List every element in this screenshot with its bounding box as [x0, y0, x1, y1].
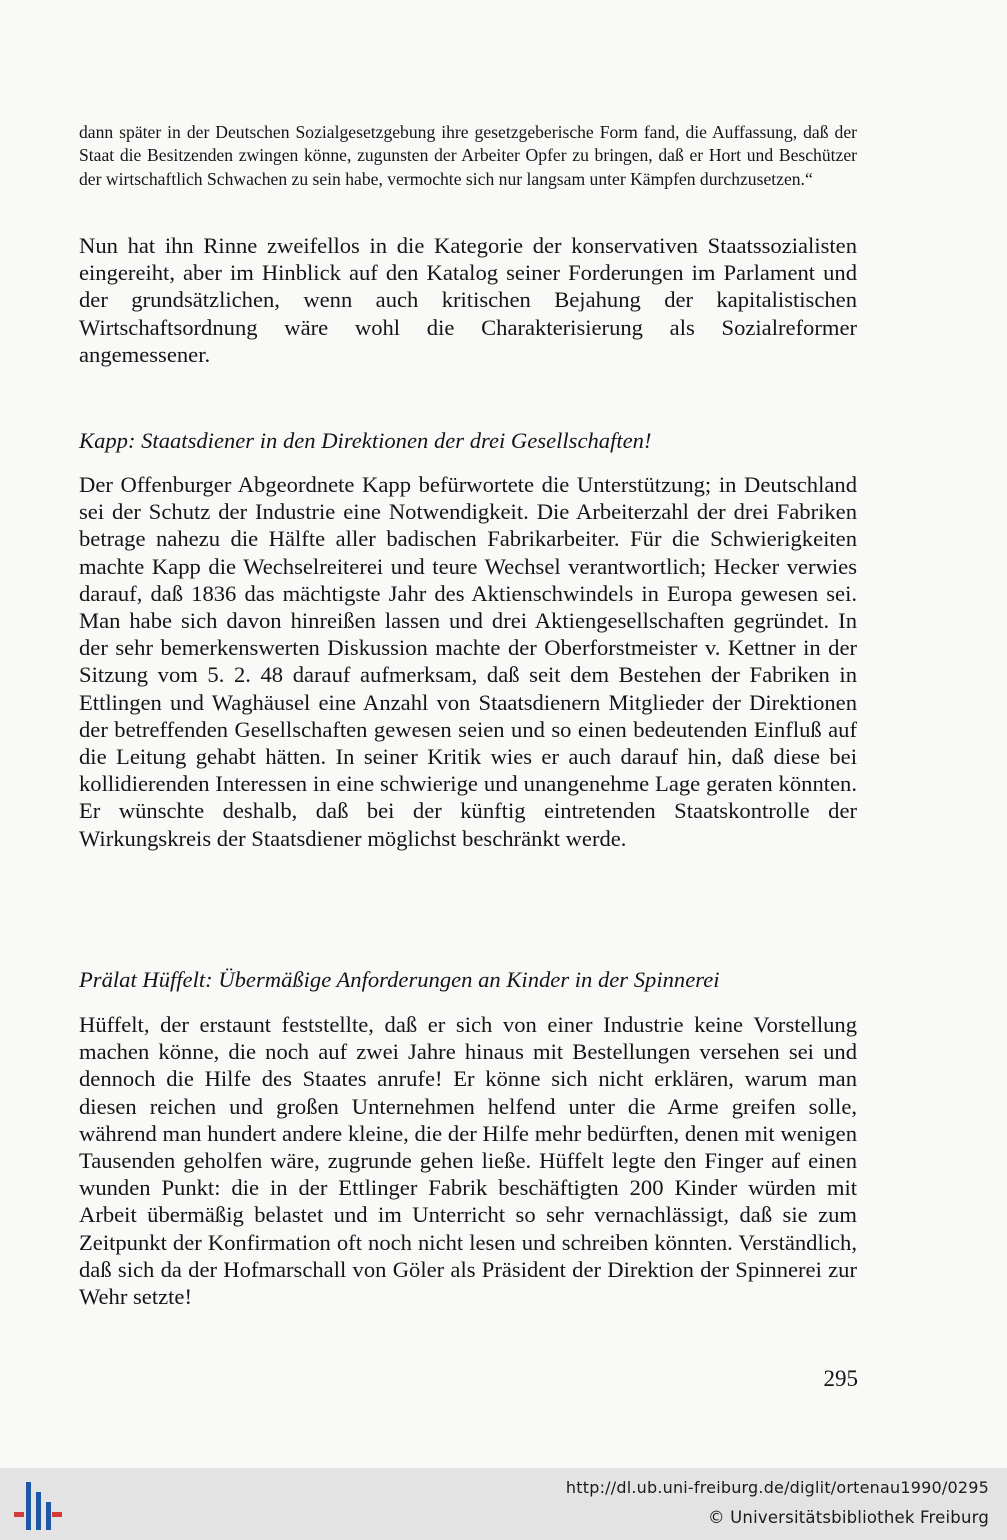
section-heading: Kapp: Staatsdiener in den Direktionen der drei Gesellschaften! — [79, 428, 652, 453]
viewer-footer — [0, 1468, 1007, 1540]
source-url-link[interactable]: http://dl.ub.uni-freiburg.de/diglit/ortenau1990/0295 — [565, 1478, 989, 1497]
quote-paragraph: dann später in der Deutschen Sozialgesetzgebung ihre gesetzgeberische Form fand, die Auffassung, daß der Staat die Besitzenden zwingen könne, zugunsten der Arbeiter Opfer zu bringen, daß er Hort und Beschützer der wirtschaftlich Schwachen zu sein habe, vermochte sich nur langsam unter Kämpfen durchzusetzen.“ — [79, 122, 857, 189]
section-heading: Prälat Hüffelt: Übermäßige Anforderungen an Kinder in der Spinnerei — [79, 967, 720, 992]
copyright-notice: © Universitätsbibliothek Freiburg — [707, 1508, 989, 1527]
body-paragraph: Hüffelt, der erstaunt feststellte, daß er sich von einer Industrie keine Vorstellung machen könne, die noch auf zwei Jahre hinaus mit Bestellungen versehen sei und dennoch die Hilfe des Staates anrufe! Er könne sich nicht erklären, warum man diesen reichen und großen Unternehmen helfend unter die Arme greifen solle, während man hundert andere kleine, die der Hilfe mehr bedürften, denen mit wenigen Tausenden geholfen wäre, zugrunde gehen ließe. Hüffelt legte den Finger auf einen wunden Punkt: die in der Ettlinger Fabrik beschäftigten 200 Kinder würden mit Arbeit übermäßig belastet und im Unterricht so sehr vernachlässigt, daß sie zum Zeitpunkt der Konfirmation oft noch nicht lesen und schreiben könnten. Verständlich, daß sich da der Hofmarschall von Göler als Präsident der Direktion der Spinnerei zur Wehr setzte! — [79, 1012, 857, 1310]
body-paragraph: Nun hat ihn Rinne zweifellos in die Kategorie der konservativen Staatssozialisten eingereiht, aber im Hinblick auf den Katalog seiner Forderungen im Parlament und der grundsätzlichen, wenn auch kritischen Bejahung der kapitalistischen Wirtschaftsordnung wäre wohl die Charakterisierung als Sozialreformer angemessener. — [79, 233, 857, 367]
ub-freiburg-logo-icon — [12, 1478, 64, 1534]
page-number: 295 — [823, 1366, 858, 1391]
body-paragraph: Der Offenburger Abgeordnete Kapp befürwortete die Unterstützung; in Deutschland sei der Schutz der Industrie eine Notwendigkeit. Die Arbeiterzahl der drei Fabriken betrage nahezu die Hälfte aller badischen Fabrikarbeiter. Für die Schwierigkeiten machte Kapp die Wechselreiterei und teure Wechsel verantwortlich; Hecker verwies darauf, daß 1836 das mächtigste Jahr des Aktienschwindels in Europa gewesen sei. Man habe sich davon hinreißen lassen und drei Aktiengesellschaften gegründet. In der sehr bemerkenswerten Diskussion machte der Oberforstmeister v. Kettner in der Sitzung vom 5. 2. 48 darauf aufmerksam, daß seit dem Bestehen der Fabriken in Ettlingen und Waghäusel eine Anzahl von Staatsdienern Mitglieder der Direktionen der betreffenden Gesellschaften gewesen seien und so einen bedeutenden Einfluß auf die Leitung gehabt hätten. In seiner Kritik wies er auch darauf hin, daß diese bei kollidierenden Interessen in eine schwierige und unangenehme Lage geraten könnten. Er wünschte deshalb, daß bei der künftig eintretenden Staatskontrolle der Wirkungskreis der Staatsdiener möglichst beschränkt werde. — [79, 472, 857, 851]
